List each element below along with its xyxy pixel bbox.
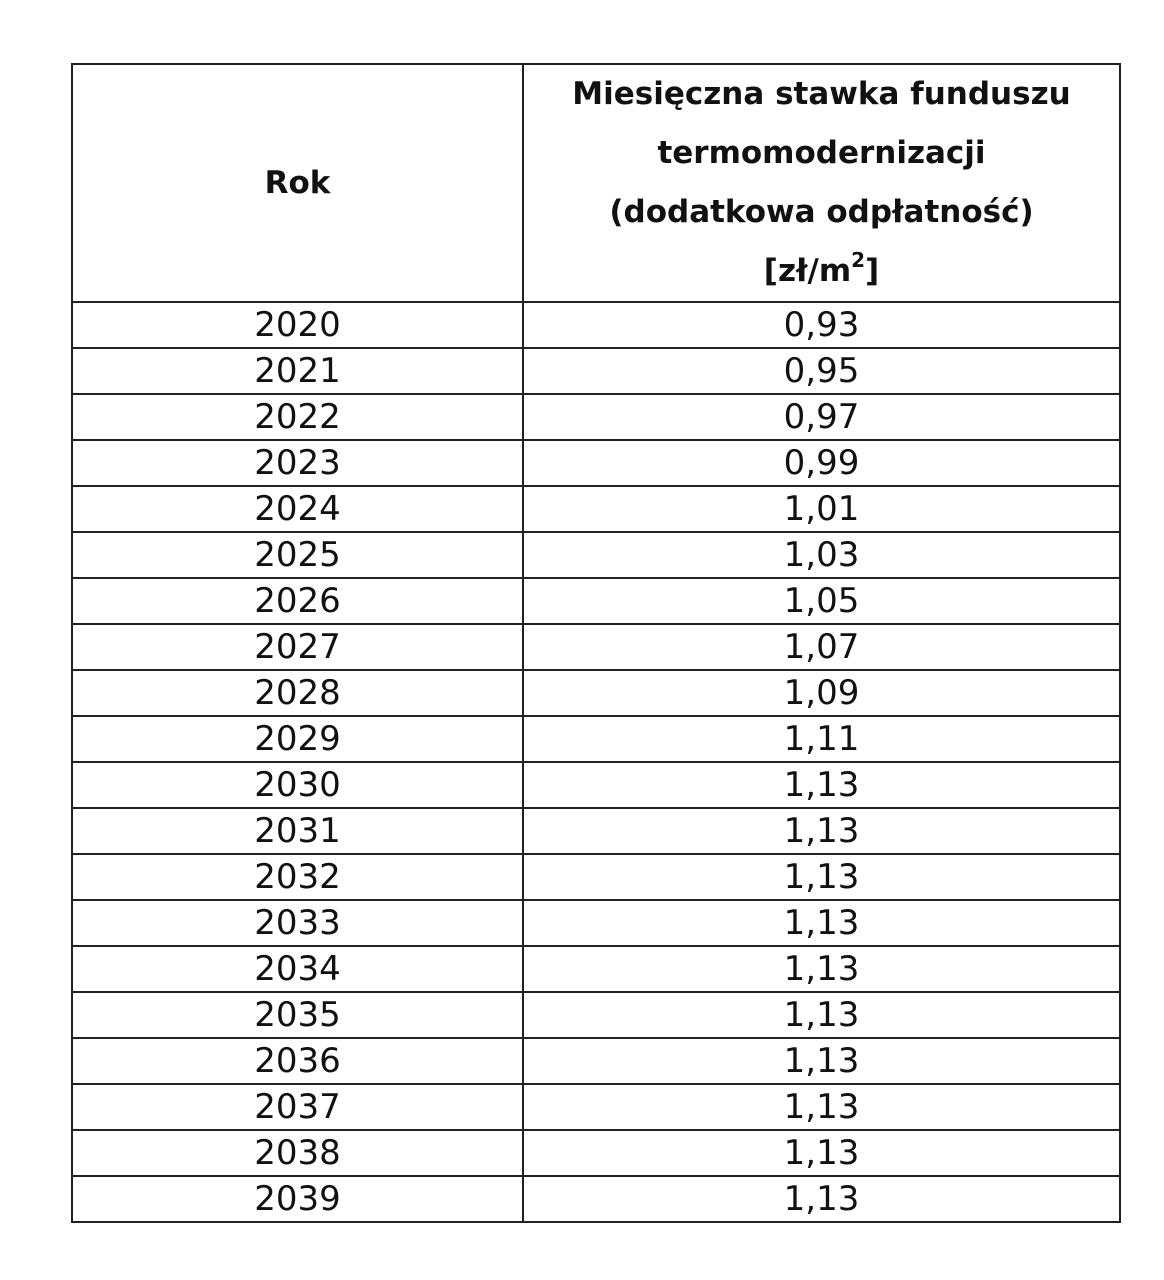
rate-header-line-1: Miesięczna stawka funduszu xyxy=(572,76,1071,112)
rate-cell: 1,13 xyxy=(523,854,1120,900)
table-row xyxy=(72,624,1120,670)
year-cell: 2030 xyxy=(72,762,523,808)
rate-cell: 1,03 xyxy=(523,532,1120,578)
rate-cell: 1,13 xyxy=(523,808,1120,854)
rate-cell: 1,13 xyxy=(523,762,1120,808)
table-row xyxy=(72,1130,1120,1176)
rate-cell: 0,95 xyxy=(523,348,1120,394)
year-cell: 2026 xyxy=(72,578,523,624)
table-row xyxy=(72,716,1120,762)
rate-cell: 1,13 xyxy=(523,1176,1120,1222)
table-row xyxy=(72,486,1120,532)
rate-cell: 0,97 xyxy=(523,394,1120,440)
rate-cell: 1,09 xyxy=(523,670,1120,716)
table-row xyxy=(72,578,1120,624)
table-row xyxy=(72,348,1120,394)
table-row xyxy=(72,302,1120,348)
table-row xyxy=(72,854,1120,900)
rate-cell: 1,13 xyxy=(523,992,1120,1038)
rate-header-unit xyxy=(524,242,1119,301)
year-cell: 2035 xyxy=(72,992,523,1038)
rate-header-line-3: (dodatkowa odpłatność) xyxy=(609,194,1034,230)
unit-prefix: [zł/m xyxy=(763,253,852,289)
year-cell: 2031 xyxy=(72,808,523,854)
table-header-row xyxy=(72,64,1120,302)
rate-cell: 1,05 xyxy=(523,578,1120,624)
year-cell: 2020 xyxy=(72,302,523,348)
unit-suffix: ] xyxy=(865,253,880,289)
rate-cell: 1,13 xyxy=(523,1130,1120,1176)
year-cell: 2025 xyxy=(72,532,523,578)
year-cell: 2039 xyxy=(72,1176,523,1222)
year-cell: 2024 xyxy=(72,486,523,532)
table-body xyxy=(72,302,1120,1222)
rate-cell: 1,07 xyxy=(523,624,1120,670)
table-row xyxy=(72,900,1120,946)
table-row xyxy=(72,946,1120,992)
rate-cell: 1,13 xyxy=(523,900,1120,946)
year-cell: 2023 xyxy=(72,440,523,486)
year-cell: 2036 xyxy=(72,1038,523,1084)
table-row xyxy=(72,394,1120,440)
year-cell: 2022 xyxy=(72,394,523,440)
year-cell: 2027 xyxy=(72,624,523,670)
table-row xyxy=(72,992,1120,1038)
rate-cell: 1,11 xyxy=(523,716,1120,762)
table-row xyxy=(72,1084,1120,1130)
year-cell: 2038 xyxy=(72,1130,523,1176)
table-row xyxy=(72,670,1120,716)
year-cell: 2034 xyxy=(72,946,523,992)
table-row xyxy=(72,532,1120,578)
unit-superscript: 2 xyxy=(851,248,866,272)
rate-cell: 1,13 xyxy=(523,946,1120,992)
rate-cell: 1,13 xyxy=(523,1038,1120,1084)
rate-header-line-2: termomodernizacji xyxy=(657,135,986,171)
table-row xyxy=(72,1176,1120,1222)
rate-column-header xyxy=(523,64,1120,302)
year-cell: 2028 xyxy=(72,670,523,716)
table-row xyxy=(72,440,1120,486)
table-row xyxy=(72,808,1120,854)
table-row xyxy=(72,762,1120,808)
year-cell: 2021 xyxy=(72,348,523,394)
year-cell: 2037 xyxy=(72,1084,523,1130)
year-cell: 2029 xyxy=(72,716,523,762)
rate-cell: 1,01 xyxy=(523,486,1120,532)
rate-cell: 0,99 xyxy=(523,440,1120,486)
rate-cell: 1,13 xyxy=(523,1084,1120,1130)
year-cell: 2032 xyxy=(72,854,523,900)
rate-cell: 0,93 xyxy=(523,302,1120,348)
table-row xyxy=(72,1038,1120,1084)
year-cell: 2033 xyxy=(72,900,523,946)
rate-table xyxy=(71,63,1121,1223)
year-column-header: Rok xyxy=(72,64,523,302)
